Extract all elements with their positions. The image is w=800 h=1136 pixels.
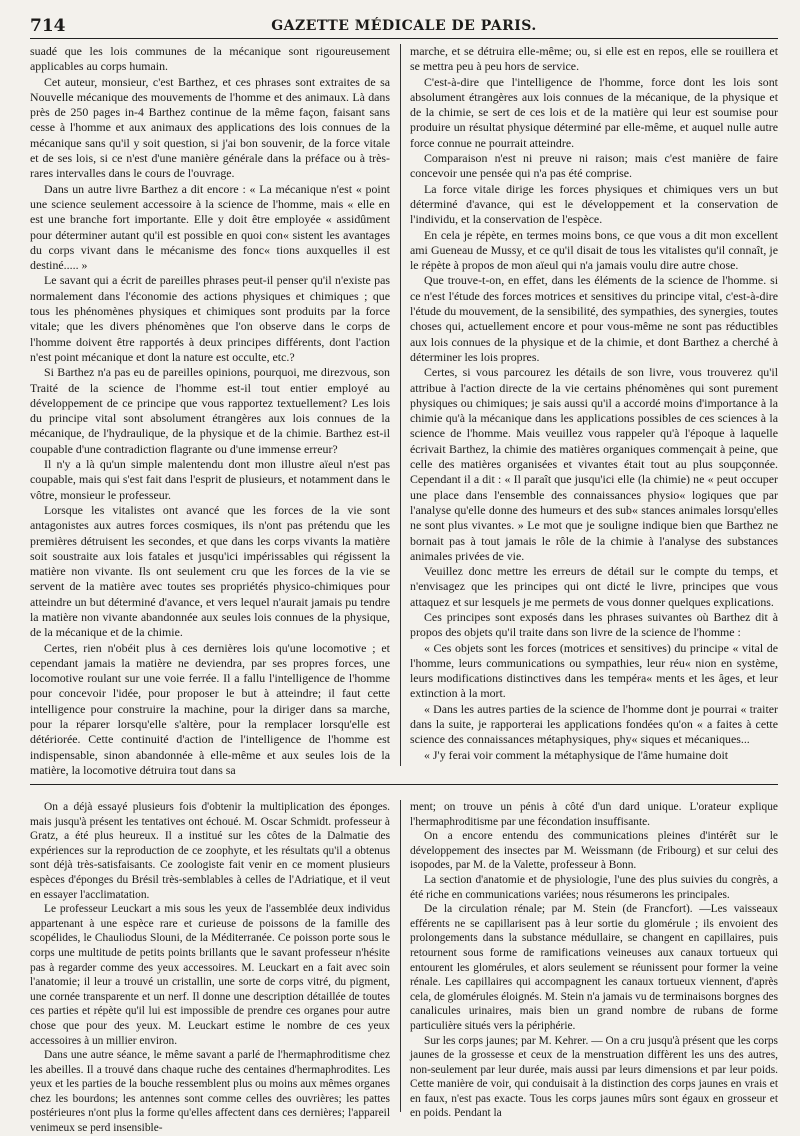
column-divider <box>400 800 401 1112</box>
paragraph: Certes, rien n'obéit plus à ces dernières lois qu'une locomotive ; et cependant jamais la matière ne deviendra, par ses propres forces, une locomotive roulant sur une voie ferrée. Il a fallu l'intelligence de l'homme pour concevoir l'idée, pour proposer le but à atteindre; il faut cette intelligence pour construire la machine, pour la diriger dans sa marche, pour la réparer lorsqu'elle s'altère, pour la remplacer lorsqu'elle est détériorée. Cette continuité d'action de l'intelligence de l'homme est indispensable, sinon abandonnée à elle-même et aux seules lois de la matière, la locomotive détruira tout dans sa <box>30 640 390 777</box>
paragraph: En cela je répète, en termes moins bons, ce que vous a dit mon excellent ami Gueneau de Mussy, et ce qu'il disait de tous les vitalistes qu'il connaît, je le répète à propos de mon aïeul qui n'a jamais voulu dire autre chose. <box>410 227 778 273</box>
paragraph: « Dans les autres parties de la science de l'homme dont je pourrai « traiter dans la suite, je rapporterai les applications fondées qu'on « a faites à cette science des connaissances métaphysiques, phy« siques et mécaniques... <box>410 701 778 747</box>
paragraph: La section d'anatomie et de physiologie, l'une des plus suivies du congrès, a été riche en communications variées; nous résumerons les principales. <box>410 873 778 901</box>
section-divider <box>30 784 778 785</box>
column-divider <box>400 44 401 766</box>
paragraph: Que trouve-t-on, en effet, dans les éléments de la science de l'homme. si ce n'est l'étude des forces motrices et sensitives du principe vital, c'est-à-dire l'étude du mouvement, de la sensibilité, des sympathies, des synergies, toutes choses qui, actuellement encore et pour vous-même ne sont pas réductibles aux lois connues de la physique et de la chimie, et dont Barthez a cherché à déterminer les lois propres. <box>410 273 778 364</box>
paragraph: ment; on trouve un pénis à côté d'un dard unique. L'orateur explique l'hermaphroditisme par une fécondation insuffisante. <box>410 801 778 828</box>
paragraph: Dans un autre livre Barthez a dit encore : « La mécanique n'est « point une science seulement accessoire à la science de l'homme, mais « elle en est une branche fort importante. Elle y doit être employée « assidûment pour déterminer autant qu'il est possible en quoi con« sistent les avantages du corps vivant dans le mécanisme des fonc« tions auxquelles il est destiné..... » <box>30 181 390 273</box>
paragraph: Lorsque les vitalistes ont avancé que les forces de la vie sont antagonistes aux autres forces cosmiques, ils n'ont pas prétendu que les premières détruisent les secondes, et que dans les corps vivants la matière soit soustraite aux lois fatales et jusqu'ici impérissables qui régissent la matière non vivante. Ils ont seulement cru que les forces de la vie se servent de la matière avec toutes ses propriétés physico-chimiques pour atteindre un but déterminé d'avance, et vers lequel n'aurait jamais pu tendre la matière non vivante abandonnée aux seules lois connues de la physique, de la mécanique et de la chimie. <box>30 502 390 640</box>
lower-left-column <box>30 800 390 1135</box>
paragraph: C'est-à-dire que l'intelligence de l'homme, force dont les lois sont absolument étrangères aux lois connues de la mécanique, de la physique et de la chimie, se sert de ces lois et de la matière qui leur est soumise pour produire un résultat physique déterminé par elle-même, et auquel nulle autre force connue ne pourrait atteindre. <box>410 74 778 150</box>
paragraph: Le professeur Leuckart a mis sous les yeux de l'assemblée deux individus appartenant à une espèce rare et curieuse de poissons de la famille des scopélides, le Chauliodus Slouni, de la Méditerranée. Ce poisson porte sous le corps une multitude de petits points brillants que le savant professeur n'hésite pas à regarder comme des yeux accessoires. M. Leuckart en a fait avec soin l'anatomie; il leur a trouvé un cristallin, une sorte de corps vitré, du pigment, une cornée transparente et un nerf. Il donne une description détaillée de toutes ces parties et répète qu'il lui est impossible de prendre ces organes pour autre chose que pour des yeux. M. Leuckart estime le nombre de ces yeux accessoires à un millier environ. <box>30 903 390 1047</box>
paragraph: Cet auteur, monsieur, c'est Barthez, et ces phrases sont extraites de sa Nouvelle mécanique des mouvements de l'homme et des animaux. Là dans près de 250 pages in-4 Barthez continue de la même façon, faisant sans cesse à l'homme et aux animaux des applications des lois connues de la mécanique sans qu'il y soit question, si j'ai bon souvenir, de la force vitale et de ses lois, si ce n'est d'une manière générale dans la préface ou à très-rares intervalles dans le cours de l'ouvrage. <box>30 74 390 181</box>
page-header <box>30 14 778 39</box>
paragraph: Dans une autre séance, le même savant a parlé de l'hermaphroditisme chez les abeilles. Il a trouvé dans chaque ruche des centaines d'hermaphrodites. Les yeux et les parties de la bouche ressemblent plus ou moins aux mêmes organes chez les bourdons; les antennes sont comme celles des ouvrières; les pattes postérieures n'ont plus la forme qu'elles affectent dans ces dernières; l'appareil venimeux se perd insensible- <box>30 1049 390 1135</box>
paragraph: De la circulation rénale; par M. Stein (de Francfort). —Les vaisseaux efférents ne se capillarisent pas à leur sortie du glomérule ; ils envoient des prolongements dans la substance médullaire, se changent en capillaires, puis retournent sous forme de ramifications veineuses aux canaux tortueux qui entourent les glomérules, et alors seulement se réunissent pour former la veine rénale. Les capillaires qui accompagnent les canaux tortueux viennent, d'après cela, de glomérules éloignés. M. Stein n'a jamais vu de terminaisons borgnes des canalicules urinaires, mais bien un grand nombre de rubans de forme particulière situés vers la périphérie. <box>410 903 778 1032</box>
paragraph: « J'y ferai voir comment la métaphysique de l'âme humaine doit <box>424 747 729 762</box>
paragraph: Sur les corps jaunes; par M. Kehrer. — On a cru jusqu'à présent que les corps jaunes de la grossesse et ceux de la menstruation diffèrent les uns des autres, non-seulement par leur durée, mais aussi par leurs dimensions et par leur poids. Cette manière de voir, qui conduisait à la distinction des corps jaunes en vrais et en faux, n'est pas exacte. Tous les corps jaunes mûrs sont égaux en grosseur et en poids. Pendant la <box>410 1034 778 1120</box>
paragraph: La force vitale dirige les forces physiques et chimiques vers un but déterminé d'avance, qui est le développement et la conservation de l'individu, et la conservation de l'espèce. <box>410 181 778 227</box>
upper-left-column <box>30 44 390 777</box>
paragraph: Veuillez donc mettre les erreurs de détail sur le compte du temps, et n'envisagez que les principes qui ont dicté le livre, principes que vous attaquez et sur lesquels je me permets de vous donner quelques explications. <box>410 564 778 609</box>
lower-right-column <box>410 800 778 1120</box>
page-number: 714 <box>30 16 66 36</box>
paragraph: suadé que les lois communes de la mécanique sont rigoureusement applicables au corps humain. <box>30 44 390 74</box>
paragraph: Il n'y a là qu'un simple malentendu dont mon illustre aïeul n'est pas coupable, mais qui s'est fait dans l'esprit de plusieurs, et notamment dans le vôtre, monsieur le professeur. <box>30 457 390 502</box>
paragraph: On a encore entendu des communications pleines d'intérêt sur le développement des insectes par M. Weissmann (de Fribourg) et sur celui des isopodes, par M. de la Valette, professeur à Bonn. <box>410 830 778 872</box>
paragraph: Comparaison n'est ni preuve ni raison; mais c'est manière de faire concevoir une pensée qui n'a pas été comprise. <box>410 151 778 181</box>
paragraph: « Ces objets sont les forces (motrices et sensitives) du principe « vital de l'homme, leurs communications ou sympathies, leur réu« nion en système, leurs modifications distinctives dans les tempéra« ments et les âges, et leur extinction à la mort. <box>410 640 778 701</box>
paragraph: marche, et se détruira elle-même; ou, si elle est en repos, elle se rouillera et se mettra peu à peu hors de service. <box>410 44 778 74</box>
upper-right-column <box>410 44 778 766</box>
journal-title: GAZETTE MÉDICALE DE PARIS. <box>271 18 537 34</box>
paragraph: Si Barthez n'a pas eu de pareilles opinions, pourquoi, me direzvous, son Traité de la science de l'homme est-il tout entier employé au développement de ce principe que vous rapportez textuellement? Les lois du principe vital sont absolument étrangères aux lois connues de la mécanique, de l'hydraulique, de la physique et de la chimie. Barthez est-il coupable d'une contradiction flagrante ou d'une immense erreur? <box>30 365 390 456</box>
paragraph: Le savant qui a écrit de pareilles phrases peut-il penser qu'il n'existe pas normalement dans l'économie des actions physiques et chimiques ; que tous les phénomènes physiques et chimiques sont produits par la force vitale; que les divers phénomènes que l'on observe dans le corps de l'homme doivent être rapportés à deux principes différents, dont l'action n'est point mécanique et dont la nature est occulte, etc.? <box>30 273 390 364</box>
paragraph: Certes, si vous parcourez les détails de son livre, vous trouverez qu'il attribue à l'action directe de la vie certains phénomènes qui sont purement physiques ou chimiques; je sais aussi qu'il a accordé moins d'importance à la chimie qu'à la mécanique dans les applications possibles de ces sciences à la science de l'homme. Mais veuillez vous rappeler qu'à l'époque à laquelle écrivait Barthez, la chimie des matières organiques commençait à peine, que celle des matières organisées et vivantes était tout au plus soupçonnée. Cependant il a dit : « Il paraît que jusqu'ici elle (la chimie) ne « peut occuper une place dans l'ensemble des connaissances physio« logiques que par l'analyse qu'elle donne des humeurs et des sub« stances animales lorsqu'elles ne sont plus vivantes. » Le mot que je souligne indique bien que Barthez ne bornait pas à tout jamais le rôle de la chimie à l'analyse des substances animales privées de vie. <box>410 365 778 563</box>
paragraph: On a déjà essayé plusieurs fois d'obtenir la multiplication des éponges. mais jusqu'à présent les tentatives ont échoué. M. Oscar Schmidt. professeur à Gratz, a été plus heureux. Il a institué sur les côtes de la Dalmatie des expériences sur la reproduction de ce zoophyte, et les résultats qu'il a obtenus sont déjà très-satisfaisants. Ce zoologiste fait venir en ce moment plusieurs espèces d'éponges du Brésil très-semblables à celles de l'Adriatique, et il veut en essayer l'acclimatation. <box>30 801 390 901</box>
paragraph: Ces principes sont exposés dans les phrases suivantes où Barthez dit à propos des objets qu'il traite dans son livre de la science de l'homme : <box>410 609 778 640</box>
